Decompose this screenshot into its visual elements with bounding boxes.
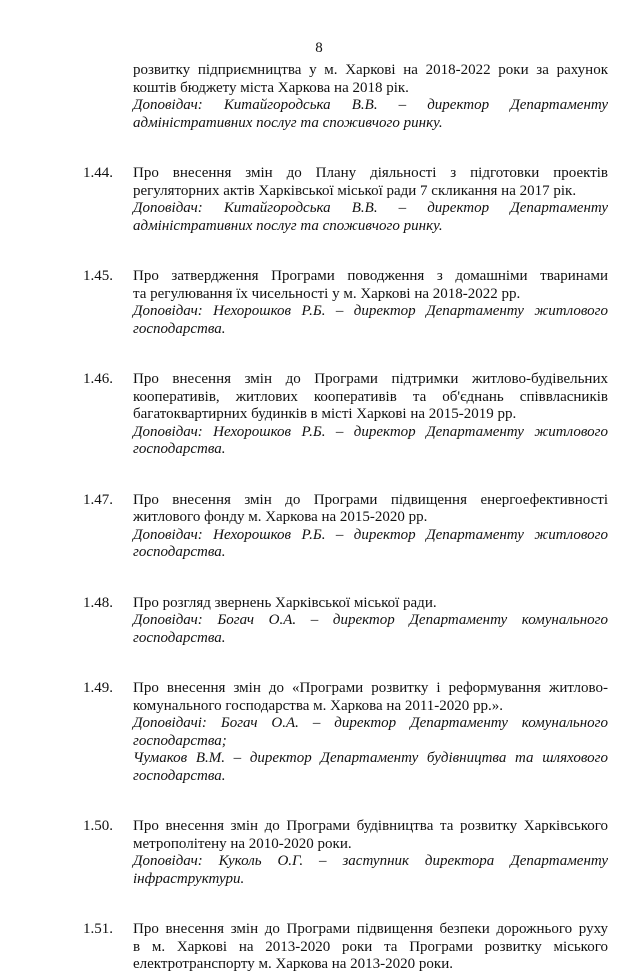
speaker-line: Доповідач: Богач О.А. – директор Департаменту комунального <box>133 612 608 628</box>
agenda-item <box>83 492 608 562</box>
agenda-item <box>83 680 608 785</box>
agenda-item <box>83 595 608 648</box>
item-gap <box>83 647 608 680</box>
agenda-item <box>83 268 608 338</box>
item-gap <box>83 785 608 818</box>
item-text-line: метрополітену на 2010-2020 роки. <box>133 835 352 852</box>
item-number: 1.45. <box>83 268 113 284</box>
item-body <box>133 268 608 338</box>
item-gap <box>83 888 608 921</box>
item-text-line: багатоквартирних будинків в місті Харкові на 2015-2019 рр. <box>133 406 517 422</box>
speaker-line: інфраструктури. <box>133 870 245 887</box>
item-text-line: коштів бюджету міста Харкова на 2018 рік. <box>133 79 409 96</box>
speaker-line: господарства. <box>133 544 226 560</box>
item-number: 1.49. <box>83 680 113 696</box>
item-body <box>133 921 608 974</box>
speaker-line: Доповідачі: Богач О.А. – директор Департаменту комунального <box>133 715 608 731</box>
item-body <box>133 680 608 785</box>
agenda-list <box>83 62 608 974</box>
item-text-line: Про розгляд звернень Харківської міської ради. <box>133 594 437 611</box>
item-number: 1.44. <box>83 165 113 181</box>
item-text-line: Про внесення змін до «Програми розвитку і реформування житлово- <box>133 680 608 696</box>
item-body <box>133 595 608 648</box>
speaker-line: адміністративних послуг та споживчого ринку. <box>133 114 443 131</box>
speaker-line: Доповідач: Китайгородська В.В. – директор Департаменту <box>133 200 608 216</box>
item-gap <box>83 338 608 371</box>
item-body <box>133 62 608 132</box>
item-gap <box>83 459 608 492</box>
agenda-item <box>83 165 608 235</box>
agenda-item <box>83 818 608 888</box>
item-text-line: електротранспорту м. Харкова на 2013-2020 роки. <box>133 956 453 972</box>
item-number: 1.47. <box>83 491 113 508</box>
speaker-line: Доповідач: Нехорошков Р.Б. – директор Департаменту житлового <box>133 526 608 543</box>
speaker-line: господарства. <box>133 441 226 457</box>
speaker-line: Чумаков В.М. – директор Департаменту будівництва та шляхового <box>133 750 608 766</box>
agenda-item <box>83 371 608 459</box>
speaker-line: Доповідач: Нехорошков Р.Б. – директор Департаменту житлового <box>133 303 608 319</box>
item-gap <box>83 562 608 595</box>
speaker-line: господарства. <box>133 767 226 784</box>
item-text-line: Про внесення змін до Програми підвищення безпеки дорожнього руху <box>133 921 608 937</box>
speaker-line: господарства. <box>133 320 226 337</box>
agenda-item <box>83 62 608 132</box>
item-gap <box>83 235 608 268</box>
item-text-line: комунального господарства м. Харкова на 2011-2020 рр.». <box>133 697 504 714</box>
speaker-line: адміністративних послуг та споживчого ринку. <box>133 217 443 234</box>
item-text-line: в м. Харкові на 2013-2020 роки та Програми розвитку міського <box>133 938 608 955</box>
item-number <box>83 62 133 132</box>
item-gap <box>83 132 608 165</box>
item-text-line: Про внесення змін до Програми будівництва та розвитку Харківського <box>133 818 608 834</box>
item-body <box>133 165 608 235</box>
item-text-line: Про внесення змін до Програми підтримки житлово-будівельних <box>133 371 608 387</box>
item-body <box>133 371 608 459</box>
item-text-line: кооперативів, житлових кооперативів та об'єднань співвласників <box>133 388 608 405</box>
speaker-line: господарства; <box>133 732 227 749</box>
item-text-line: Про затвердження Програми поводження з домашніми тваринами <box>133 268 608 284</box>
item-number: 1.51. <box>83 921 113 937</box>
item-body <box>133 492 608 562</box>
item-number: 1.48. <box>83 594 113 611</box>
item-text-line: Про внесення змін до Плану діяльності з підготовки проектів <box>133 165 608 181</box>
speaker-line: Доповідач: Куколь О.Г. – заступник директора Департаменту <box>133 853 608 869</box>
item-body <box>133 818 608 888</box>
item-number: 1.46. <box>83 371 113 387</box>
item-text-line: Про внесення змін до Програми підвищення енергоефективності <box>133 491 608 508</box>
speaker-line: Доповідач: Нехорошков Р.Б. – директор Департаменту житлового <box>133 423 608 440</box>
item-number: 1.50. <box>83 818 113 834</box>
agenda-item <box>83 921 608 974</box>
item-text-line: регуляторних актів Харківської міської ради 7 скликання на 2017 рік. <box>133 182 577 199</box>
speaker-line: господарства. <box>133 629 226 646</box>
item-text-line: житлового фонду м. Харкова на 2015-2020 рр. <box>133 509 428 525</box>
item-text-line: розвитку підприємництва у м. Харкові на 2018-2022 роки за рахунок <box>133 62 608 78</box>
speaker-line: Доповідач: Китайгородська В.В. – директор Департаменту <box>133 97 608 113</box>
item-text-line: та регулювання їх чисельності у м. Харкові на 2018-2022 рр. <box>133 285 521 302</box>
page-number: 8 <box>315 40 323 56</box>
